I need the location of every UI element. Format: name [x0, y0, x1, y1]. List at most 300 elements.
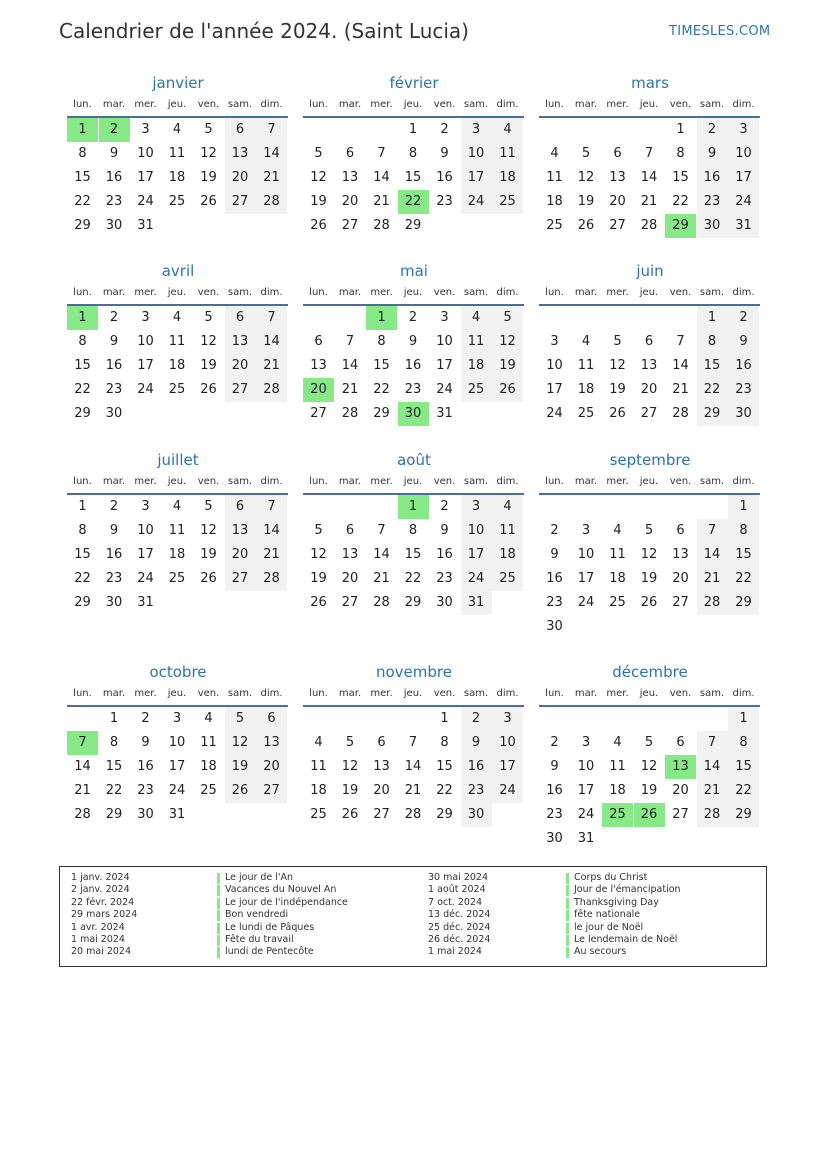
- day-cell[interactable]: 3: [440, 310, 449, 325]
- day-cell[interactable]: 3: [141, 122, 150, 137]
- day-cell[interactable]: 16: [697, 166, 728, 190]
- day-cell[interactable]: 30: [546, 831, 563, 846]
- day-cell[interactable]: 26: [200, 571, 217, 586]
- day-cell[interactable]: 26: [200, 382, 217, 397]
- day-cell[interactable]: 12: [609, 358, 626, 373]
- day-cell[interactable]: 29: [728, 803, 759, 827]
- day-cell[interactable]: 8: [440, 735, 449, 750]
- day-cell[interactable]: 20: [225, 354, 256, 378]
- day-cell[interactable]: 30: [105, 595, 123, 610]
- day-cell[interactable]: 29: [404, 595, 422, 610]
- day-cell[interactable]: 23: [105, 571, 123, 586]
- day-cell[interactable]: 27: [225, 378, 256, 402]
- day-cell[interactable]: 10: [168, 735, 186, 750]
- day-cell[interactable]: 11: [609, 759, 626, 774]
- day-cell[interactable]: 13: [225, 330, 256, 354]
- day-cell[interactable]: 26: [341, 807, 359, 822]
- day-cell[interactable]: 19: [200, 547, 217, 562]
- day-cell[interactable]: 20: [672, 783, 689, 798]
- day-cell[interactable]: 24: [137, 382, 154, 397]
- day-cell[interactable]: 23: [436, 571, 453, 586]
- day-cell[interactable]: 20: [672, 571, 689, 586]
- day-cell[interactable]: 7: [697, 519, 728, 543]
- day-cell[interactable]: 25: [577, 406, 595, 421]
- day-cell[interactable]: 23: [105, 194, 123, 209]
- day-cell[interactable]: 8: [676, 146, 685, 161]
- day-cell[interactable]: 14: [404, 759, 422, 774]
- day-cell[interactable]: 14: [640, 170, 658, 185]
- day-cell[interactable]: 1: [109, 711, 119, 726]
- day-cell[interactable]: 12: [640, 759, 658, 774]
- day-cell[interactable]: 8: [377, 334, 386, 349]
- day-cell[interactable]: 10: [461, 519, 492, 543]
- day-cell[interactable]: 1: [440, 711, 449, 726]
- day-cell[interactable]: 11: [168, 146, 186, 161]
- day-cell[interactable]: 17: [461, 543, 492, 567]
- day-cell[interactable]: 14: [697, 755, 728, 779]
- day-cell[interactable]: 31: [728, 214, 759, 238]
- day-cell[interactable]: 15: [74, 170, 91, 185]
- day-cell[interactable]: 21: [697, 779, 728, 803]
- day-cell[interactable]: 3: [581, 735, 591, 750]
- day-cell[interactable]: 13: [373, 759, 390, 774]
- day-cell[interactable]: 6: [225, 306, 256, 330]
- day-cell[interactable]: 24: [577, 807, 595, 822]
- day-cell[interactable]: 27: [672, 807, 689, 822]
- day-cell[interactable]: 14: [256, 519, 287, 543]
- day-cell[interactable]: 22: [728, 779, 759, 803]
- day-cell[interactable]: 22: [672, 194, 689, 209]
- day-cell[interactable]: 28: [74, 807, 91, 822]
- day-cell[interactable]: 9: [461, 731, 492, 755]
- day-cell[interactable]: 9: [440, 146, 449, 161]
- day-cell[interactable]: 30: [697, 214, 728, 238]
- day-cell[interactable]: 29: [404, 218, 422, 233]
- day-cell[interactable]: 20: [341, 571, 359, 586]
- day-cell[interactable]: 20: [640, 382, 658, 397]
- day-cell[interactable]: 29: [436, 807, 453, 822]
- day-cell[interactable]: 11: [461, 330, 492, 354]
- day-cell[interactable]: 26: [577, 218, 595, 233]
- holiday-day-cell[interactable]: 1: [398, 495, 429, 519]
- day-cell[interactable]: 12: [492, 330, 523, 354]
- holiday-day-cell[interactable]: 25: [602, 803, 633, 827]
- day-cell[interactable]: 19: [640, 571, 658, 586]
- day-cell[interactable]: 29: [697, 402, 728, 426]
- day-cell[interactable]: 22: [697, 378, 728, 402]
- day-cell[interactable]: 18: [492, 166, 523, 190]
- day-cell[interactable]: 2: [728, 306, 759, 330]
- site-link[interactable]: TIMESLES.COM: [669, 24, 771, 39]
- day-cell[interactable]: 27: [672, 595, 689, 610]
- holiday-day-cell[interactable]: 22: [398, 190, 429, 214]
- day-cell[interactable]: 31: [461, 591, 492, 615]
- day-cell[interactable]: 4: [172, 310, 182, 325]
- day-cell[interactable]: 14: [74, 759, 91, 774]
- day-cell[interactable]: 13: [640, 358, 658, 373]
- day-cell[interactable]: 12: [640, 547, 658, 562]
- day-cell[interactable]: 29: [105, 807, 123, 822]
- day-cell[interactable]: 16: [404, 358, 422, 373]
- day-cell[interactable]: 24: [436, 382, 453, 397]
- day-cell[interactable]: 3: [141, 499, 150, 514]
- holiday-day-cell[interactable]: 1: [67, 118, 98, 142]
- day-cell[interactable]: 13: [225, 519, 256, 543]
- day-cell[interactable]: 30: [461, 803, 492, 827]
- day-cell[interactable]: 21: [74, 783, 91, 798]
- day-cell[interactable]: 1: [78, 499, 87, 514]
- day-cell[interactable]: 4: [492, 118, 523, 142]
- day-cell[interactable]: 23: [436, 194, 453, 209]
- day-cell[interactable]: 3: [461, 495, 492, 519]
- holiday-day-cell[interactable]: 2: [99, 118, 130, 142]
- day-cell[interactable]: 14: [672, 358, 689, 373]
- day-cell[interactable]: 20: [341, 194, 359, 209]
- day-cell[interactable]: 2: [408, 310, 418, 325]
- day-cell[interactable]: 3: [492, 707, 523, 731]
- day-cell[interactable]: 10: [436, 334, 453, 349]
- day-cell[interactable]: 25: [492, 190, 523, 214]
- day-cell[interactable]: 2: [440, 499, 449, 514]
- day-cell[interactable]: 28: [256, 378, 287, 402]
- day-cell[interactable]: 21: [256, 543, 287, 567]
- day-cell[interactable]: 2: [461, 707, 492, 731]
- day-cell[interactable]: 29: [373, 406, 390, 421]
- holiday-day-cell[interactable]: 7: [67, 731, 98, 755]
- day-cell[interactable]: 17: [168, 759, 186, 774]
- day-cell[interactable]: 21: [373, 194, 390, 209]
- day-cell[interactable]: 8: [78, 146, 87, 161]
- day-cell[interactable]: 28: [373, 218, 390, 233]
- day-cell[interactable]: 11: [609, 547, 626, 562]
- day-cell[interactable]: 15: [728, 755, 759, 779]
- day-cell[interactable]: 4: [613, 735, 622, 750]
- day-cell[interactable]: 17: [137, 170, 154, 185]
- day-cell[interactable]: 9: [440, 523, 449, 538]
- day-cell[interactable]: 19: [640, 783, 658, 798]
- holiday-day-cell[interactable]: 29: [665, 214, 696, 238]
- day-cell[interactable]: 28: [256, 567, 287, 591]
- day-cell[interactable]: 17: [461, 166, 492, 190]
- day-cell[interactable]: 6: [676, 735, 685, 750]
- day-cell[interactable]: 19: [609, 382, 626, 397]
- day-cell[interactable]: 29: [74, 218, 91, 233]
- day-cell[interactable]: 31: [436, 406, 453, 421]
- holiday-day-cell[interactable]: 1: [366, 306, 397, 330]
- day-cell[interactable]: 23: [404, 382, 422, 397]
- day-cell[interactable]: 5: [644, 735, 654, 750]
- day-cell[interactable]: 27: [341, 595, 359, 610]
- day-cell[interactable]: 21: [404, 783, 422, 798]
- holiday-day-cell[interactable]: 30: [398, 402, 429, 426]
- day-cell[interactable]: 30: [105, 406, 123, 421]
- day-cell[interactable]: 9: [550, 759, 559, 774]
- day-cell[interactable]: 6: [676, 523, 685, 538]
- day-cell[interactable]: 16: [728, 354, 759, 378]
- day-cell[interactable]: 28: [373, 595, 390, 610]
- day-cell[interactable]: 5: [492, 306, 523, 330]
- day-cell[interactable]: 3: [550, 334, 559, 349]
- day-cell[interactable]: 18: [168, 358, 186, 373]
- day-cell[interactable]: 31: [577, 831, 595, 846]
- day-cell[interactable]: 24: [137, 571, 154, 586]
- day-cell[interactable]: 5: [644, 523, 654, 538]
- day-cell[interactable]: 5: [225, 707, 256, 731]
- day-cell[interactable]: 13: [672, 547, 689, 562]
- day-cell[interactable]: 21: [373, 571, 390, 586]
- day-cell[interactable]: 28: [640, 218, 658, 233]
- day-cell[interactable]: 16: [461, 755, 492, 779]
- day-cell[interactable]: 21: [697, 567, 728, 591]
- day-cell[interactable]: 22: [74, 571, 91, 586]
- day-cell[interactable]: 4: [204, 711, 213, 726]
- day-cell[interactable]: 12: [577, 170, 595, 185]
- day-cell[interactable]: 5: [613, 334, 622, 349]
- day-cell[interactable]: 5: [204, 499, 213, 514]
- day-cell[interactable]: 5: [345, 735, 355, 750]
- day-cell[interactable]: 24: [577, 595, 595, 610]
- day-cell[interactable]: 25: [492, 567, 523, 591]
- day-cell[interactable]: 30: [546, 619, 563, 634]
- day-cell[interactable]: 3: [141, 310, 150, 325]
- day-cell[interactable]: 17: [546, 382, 563, 397]
- day-cell[interactable]: 21: [256, 166, 287, 190]
- day-cell[interactable]: 26: [310, 218, 327, 233]
- day-cell[interactable]: 18: [577, 382, 595, 397]
- day-cell[interactable]: 29: [728, 591, 759, 615]
- day-cell[interactable]: 12: [310, 547, 327, 562]
- day-cell[interactable]: 25: [310, 807, 327, 822]
- day-cell[interactable]: 8: [109, 735, 119, 750]
- day-cell[interactable]: 12: [310, 170, 327, 185]
- day-cell[interactable]: 7: [256, 495, 287, 519]
- day-cell[interactable]: 11: [577, 358, 595, 373]
- day-cell[interactable]: 24: [492, 779, 523, 803]
- day-cell[interactable]: 5: [204, 122, 213, 137]
- day-cell[interactable]: 27: [373, 807, 390, 822]
- day-cell[interactable]: 8: [728, 519, 759, 543]
- day-cell[interactable]: 16: [105, 170, 123, 185]
- day-cell[interactable]: 4: [172, 122, 182, 137]
- day-cell[interactable]: 10: [137, 146, 154, 161]
- day-cell[interactable]: 23: [697, 190, 728, 214]
- day-cell[interactable]: 23: [728, 378, 759, 402]
- day-cell[interactable]: 15: [373, 358, 390, 373]
- day-cell[interactable]: 24: [461, 567, 492, 591]
- day-cell[interactable]: 19: [577, 194, 595, 209]
- day-cell[interactable]: 18: [492, 543, 523, 567]
- day-cell[interactable]: 16: [105, 358, 123, 373]
- day-cell[interactable]: 18: [609, 783, 626, 798]
- day-cell[interactable]: 17: [728, 166, 759, 190]
- day-cell[interactable]: 15: [436, 759, 453, 774]
- day-cell[interactable]: 13: [341, 547, 359, 562]
- day-cell[interactable]: 8: [78, 523, 87, 538]
- day-cell[interactable]: 15: [697, 354, 728, 378]
- holiday-day-cell[interactable]: 1: [67, 306, 98, 330]
- day-cell[interactable]: 20: [609, 194, 626, 209]
- day-cell[interactable]: 2: [550, 735, 559, 750]
- day-cell[interactable]: 10: [461, 142, 492, 166]
- day-cell[interactable]: 21: [341, 382, 359, 397]
- day-cell[interactable]: 1: [697, 306, 728, 330]
- day-cell[interactable]: 6: [225, 495, 256, 519]
- day-cell[interactable]: 29: [74, 406, 91, 421]
- day-cell[interactable]: 26: [225, 779, 256, 803]
- day-cell[interactable]: 22: [105, 783, 123, 798]
- day-cell[interactable]: 18: [168, 547, 186, 562]
- day-cell[interactable]: 2: [141, 711, 150, 726]
- day-cell[interactable]: 4: [314, 735, 323, 750]
- day-cell[interactable]: 14: [373, 547, 390, 562]
- day-cell[interactable]: 22: [74, 194, 91, 209]
- day-cell[interactable]: 4: [461, 306, 492, 330]
- day-cell[interactable]: 10: [137, 334, 154, 349]
- day-cell[interactable]: 14: [256, 330, 287, 354]
- day-cell[interactable]: 25: [168, 194, 186, 209]
- day-cell[interactable]: 2: [697, 118, 728, 142]
- day-cell[interactable]: 16: [436, 170, 453, 185]
- day-cell[interactable]: 25: [546, 218, 563, 233]
- day-cell[interactable]: 22: [436, 783, 453, 798]
- holiday-day-cell[interactable]: 13: [665, 755, 696, 779]
- day-cell[interactable]: 6: [314, 334, 323, 349]
- day-cell[interactable]: 14: [341, 358, 359, 373]
- day-cell[interactable]: 2: [109, 499, 119, 514]
- day-cell[interactable]: 3: [461, 118, 492, 142]
- day-cell[interactable]: 1: [408, 122, 418, 137]
- day-cell[interactable]: 22: [728, 567, 759, 591]
- day-cell[interactable]: 24: [461, 190, 492, 214]
- day-cell[interactable]: 10: [546, 358, 563, 373]
- day-cell[interactable]: 10: [577, 547, 595, 562]
- day-cell[interactable]: 7: [256, 306, 287, 330]
- day-cell[interactable]: 5: [581, 146, 591, 161]
- day-cell[interactable]: 15: [728, 543, 759, 567]
- day-cell[interactable]: 20: [225, 543, 256, 567]
- day-cell[interactable]: 26: [492, 378, 523, 402]
- day-cell[interactable]: 15: [404, 547, 422, 562]
- day-cell[interactable]: 15: [672, 170, 689, 185]
- day-cell[interactable]: 25: [609, 595, 626, 610]
- day-cell[interactable]: 18: [609, 571, 626, 586]
- day-cell[interactable]: 11: [546, 170, 563, 185]
- day-cell[interactable]: 6: [256, 707, 287, 731]
- day-cell[interactable]: 25: [168, 571, 186, 586]
- holiday-day-cell[interactable]: 20: [303, 378, 334, 402]
- day-cell[interactable]: 7: [644, 146, 654, 161]
- day-cell[interactable]: 27: [609, 218, 626, 233]
- day-cell[interactable]: 27: [256, 779, 287, 803]
- day-cell[interactable]: 22: [373, 382, 390, 397]
- day-cell[interactable]: 12: [200, 146, 217, 161]
- day-cell[interactable]: 26: [609, 406, 626, 421]
- day-cell[interactable]: 13: [341, 170, 359, 185]
- day-cell[interactable]: 11: [310, 759, 327, 774]
- day-cell[interactable]: 23: [546, 595, 563, 610]
- day-cell[interactable]: 7: [377, 523, 386, 538]
- day-cell[interactable]: 13: [310, 358, 327, 373]
- day-cell[interactable]: 13: [609, 170, 626, 185]
- day-cell[interactable]: 6: [225, 118, 256, 142]
- day-cell[interactable]: 3: [728, 118, 759, 142]
- day-cell[interactable]: 6: [345, 523, 355, 538]
- day-cell[interactable]: 28: [256, 190, 287, 214]
- day-cell[interactable]: 19: [341, 783, 359, 798]
- day-cell[interactable]: 27: [225, 190, 256, 214]
- day-cell[interactable]: 9: [109, 146, 119, 161]
- day-cell[interactable]: 30: [436, 595, 453, 610]
- day-cell[interactable]: 8: [697, 330, 728, 354]
- day-cell[interactable]: 5: [204, 310, 213, 325]
- day-cell[interactable]: 27: [310, 406, 327, 421]
- day-cell[interactable]: 11: [492, 142, 523, 166]
- day-cell[interactable]: 19: [310, 194, 327, 209]
- day-cell[interactable]: 7: [676, 334, 685, 349]
- day-cell[interactable]: 9: [141, 735, 150, 750]
- day-cell[interactable]: 8: [728, 731, 759, 755]
- day-cell[interactable]: 31: [137, 595, 154, 610]
- day-cell[interactable]: 4: [550, 146, 559, 161]
- day-cell[interactable]: 27: [341, 218, 359, 233]
- day-cell[interactable]: 18: [461, 354, 492, 378]
- day-cell[interactable]: 29: [74, 595, 91, 610]
- day-cell[interactable]: 28: [404, 807, 422, 822]
- day-cell[interactable]: 31: [168, 807, 186, 822]
- day-cell[interactable]: 3: [581, 523, 591, 538]
- day-cell[interactable]: 17: [436, 358, 453, 373]
- day-cell[interactable]: 28: [697, 591, 728, 615]
- day-cell[interactable]: 23: [546, 807, 563, 822]
- day-cell[interactable]: 23: [137, 783, 154, 798]
- day-cell[interactable]: 16: [436, 547, 453, 562]
- day-cell[interactable]: 14: [373, 170, 390, 185]
- day-cell[interactable]: 15: [105, 759, 123, 774]
- day-cell[interactable]: 1: [728, 707, 759, 731]
- day-cell[interactable]: 22: [74, 382, 91, 397]
- day-cell[interactable]: 24: [137, 194, 154, 209]
- day-cell[interactable]: 2: [109, 310, 119, 325]
- day-cell[interactable]: 6: [644, 334, 654, 349]
- day-cell[interactable]: 7: [256, 118, 287, 142]
- day-cell[interactable]: 9: [109, 334, 119, 349]
- day-cell[interactable]: 7: [408, 735, 418, 750]
- day-cell[interactable]: 9: [728, 330, 759, 354]
- day-cell[interactable]: 8: [78, 334, 87, 349]
- day-cell[interactable]: 5: [314, 146, 323, 161]
- day-cell[interactable]: 1: [728, 495, 759, 519]
- day-cell[interactable]: 18: [546, 194, 563, 209]
- day-cell[interactable]: 26: [310, 595, 327, 610]
- day-cell[interactable]: 10: [492, 731, 523, 755]
- day-cell[interactable]: 11: [168, 523, 186, 538]
- day-cell[interactable]: 13: [256, 731, 287, 755]
- day-cell[interactable]: 23: [461, 779, 492, 803]
- day-cell[interactable]: 26: [640, 595, 658, 610]
- day-cell[interactable]: 10: [137, 523, 154, 538]
- day-cell[interactable]: 17: [137, 547, 154, 562]
- day-cell[interactable]: 18: [310, 783, 327, 798]
- day-cell[interactable]: 15: [74, 358, 91, 373]
- day-cell[interactable]: 9: [550, 547, 559, 562]
- day-cell[interactable]: 21: [256, 354, 287, 378]
- day-cell[interactable]: 9: [109, 523, 119, 538]
- day-cell[interactable]: 6: [345, 146, 355, 161]
- day-cell[interactable]: 28: [672, 406, 689, 421]
- day-cell[interactable]: 23: [105, 382, 123, 397]
- day-cell[interactable]: 17: [577, 783, 595, 798]
- day-cell[interactable]: 19: [200, 358, 217, 373]
